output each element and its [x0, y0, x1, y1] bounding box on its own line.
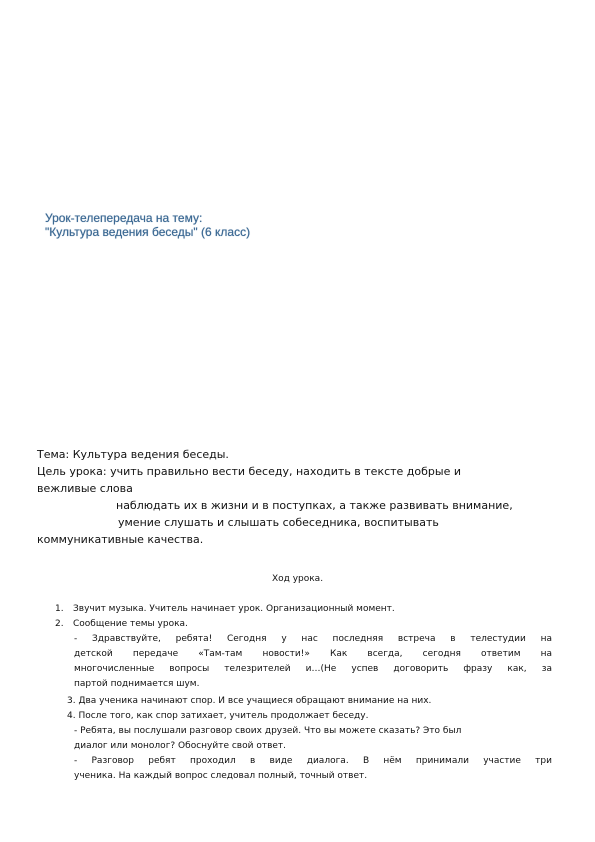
goal-line-1: Цель урока: учить правильно вести беседу, находить в тексте добрые и: [37, 465, 462, 478]
lesson-title: [45, 211, 250, 239]
list-item: [55, 602, 395, 617]
question-line-2: диалог или монолог? Обоснуйте свой ответ.: [74, 741, 287, 751]
lesson-progress-heading: Ход урока.: [271, 574, 324, 584]
list-item-number: 2.: [55, 619, 64, 629]
greeting-line-2: детской передаче «Там-там новости!» Как всегда, сегодня ответим на: [74, 649, 552, 659]
step-3: 3. Два ученика начинают спор. И все учащиеся обращают внимание на них.: [67, 696, 432, 706]
goal-line-5: коммуникативные качества.: [37, 533, 204, 546]
goal-line-2: вежливые слова: [37, 482, 133, 495]
answer-line-2: ученика. На каждый вопрос следовал полный, точный ответ.: [74, 771, 368, 781]
title-line-2: "Культура ведения беседы" (6 класс): [45, 225, 251, 239]
list-item: [55, 617, 188, 632]
step-4: 4. После того, как спор затихает, учитель продолжает беседу.: [67, 711, 369, 721]
greeting-line-4: партой поднимается шум.: [74, 679, 200, 689]
list-item-text: Звучит музыка. Учитель начинает урок. Организационный момент.: [73, 604, 395, 614]
greeting-line-1: - Здравствуйте, ребята! Сегодня у нас последняя встреча в телестудии на: [74, 634, 552, 644]
title-line-1: Урок-телепередача на тему:: [45, 211, 203, 225]
answer-line-1: - Разговор ребят проходил в виде диалога. В нём принимали участие три: [74, 756, 552, 766]
goal-line-3: наблюдать их в жизни и в поступках, а также развивать внимание,: [116, 499, 513, 512]
topic-line: Тема: Культура ведения беседы.: [37, 448, 229, 461]
lesson-intro: [37, 446, 557, 548]
list-item-number: 1.: [55, 604, 64, 614]
list-item-text: Сообщение темы урока.: [73, 619, 188, 629]
greeting-line-3: многочисленные вопросы телезрителей и…(Не успев договорить фразу как, за: [74, 664, 552, 674]
goal-line-4: умение слушать и слышать собеседника, воспитывать: [118, 516, 439, 529]
question-line-1: - Ребята, вы послушали разговор своих друзей. Что вы можете сказать? Это был: [74, 726, 462, 736]
